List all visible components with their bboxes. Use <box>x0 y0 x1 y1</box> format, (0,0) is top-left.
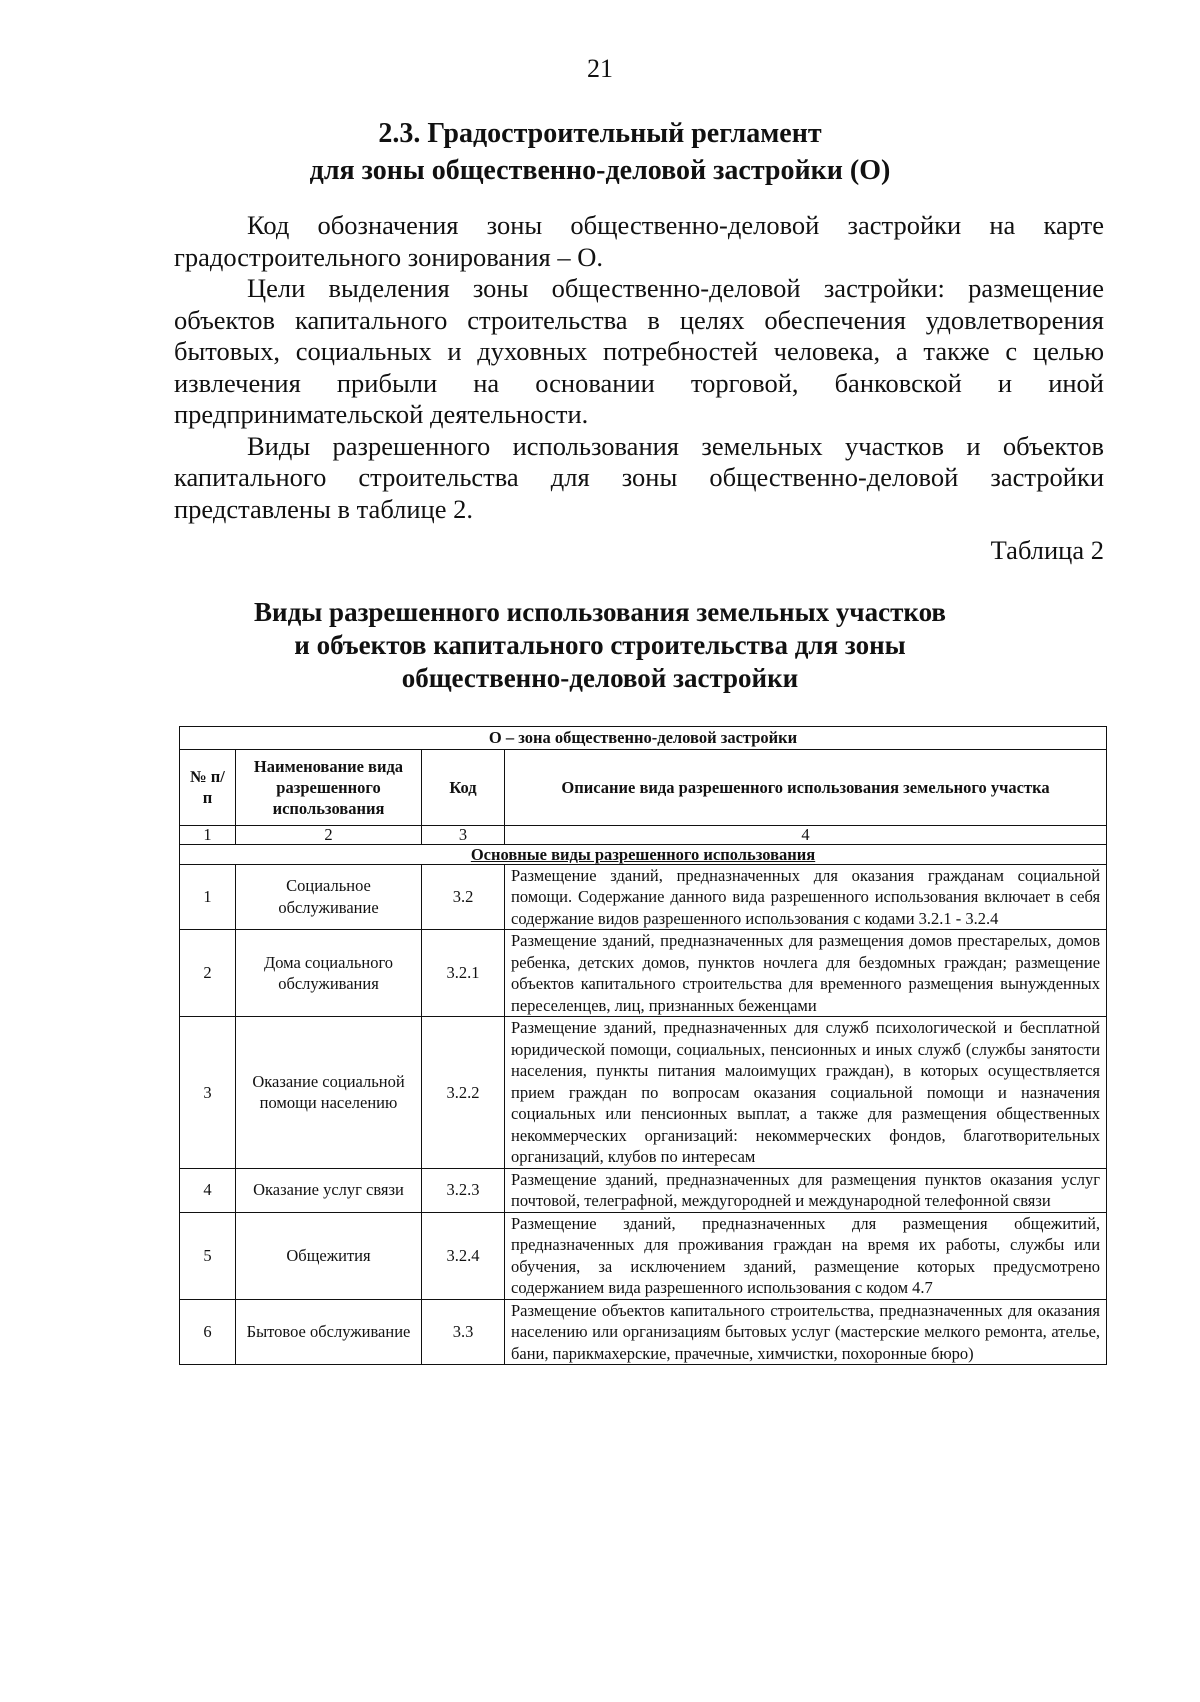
paragraph-zone-goals: Цели выделения зоны общественно-деловой застройки: размещение объектов капитального строительства в целях обеспечения удовлетворения бытовых, социальных и духовных потребностей человека, а также с целью извлечения прибыли на основании торговой, банковской и иной предпринимательской деятельности. <box>174 273 1104 429</box>
table-row <box>180 1168 1107 1212</box>
row-usage-name: Оказание услуг связи <box>236 1168 422 1212</box>
row-code: 3.2.2 <box>422 1017 505 1169</box>
row-num: 1 <box>180 864 236 930</box>
column-number: 4 <box>505 825 1107 844</box>
table-title-line-1: Виды разрешенного использования земельных участков <box>254 597 946 627</box>
row-code: 3.2.1 <box>422 930 505 1017</box>
table-title <box>0 596 1200 695</box>
table-title-line-3: общественно-деловой застройки <box>401 663 799 693</box>
header-code: Код <box>422 749 505 825</box>
body-text <box>174 210 1104 525</box>
section-heading-line-1: 2.3. Градостроительный регламент <box>378 118 822 149</box>
row-num: 6 <box>180 1299 236 1365</box>
header-num: № п/п <box>180 749 236 825</box>
section-heading-line-2: для зоны общественно-деловой застройки (О) <box>309 155 891 186</box>
row-code: 3.3 <box>422 1299 505 1365</box>
section-heading <box>0 115 1200 189</box>
row-usage-name: Бытовое обслуживание <box>236 1299 422 1365</box>
row-description: Размещение зданий, предназначенных для служб психологической и бесплатной юридической помощи, социальных, пенсионных и иных служб (службы занятости населения, пункты питания малоимущих граждан), в которых осуществляется прием граждан по вопросам оказания социальной помощи и назначения социальных или пенсионных выплат, а также для размещения общественных некоммерческих организаций: некоммерческих фондов, благотворительных организаций, клубов по интересам <box>505 1017 1107 1169</box>
paragraph-usage-types: Виды разрешенного использования земельных участков и объектов капитального строительства для зоны общественно-деловой застройки представлены в таблице 2. <box>174 430 1104 524</box>
page-number: 21 <box>587 54 613 83</box>
table-label: Таблица 2 <box>990 535 1104 565</box>
column-number: 1 <box>180 825 236 844</box>
zone-caption: О – зона общественно-деловой застройки <box>180 727 1107 750</box>
row-code: 3.2 <box>422 864 505 930</box>
row-code: 3.2.4 <box>422 1212 505 1299</box>
row-num: 3 <box>180 1017 236 1169</box>
row-description: Размещение зданий, предназначенных для размещения общежитий, предназначенных для проживания граждан на время их работы, службы или обучения, за исключением зданий, размещение которых предусмотрено содержанием вида разрешенного использования с кодом 4.7 <box>505 1212 1107 1299</box>
table-row <box>180 930 1107 1017</box>
row-num: 4 <box>180 1168 236 1212</box>
row-num: 2 <box>180 930 236 1017</box>
usage-types-table <box>179 726 1107 1365</box>
row-description: Размещение зданий, предназначенных для оказания гражданам социальной помощи. Содержание данного вида разрешенного использования включает в себя содержание видов разрешенного использования с кодами 3.2.1 - 3.2.4 <box>505 864 1107 930</box>
table-row <box>180 1299 1107 1365</box>
section-title: Основные виды разрешенного использования <box>180 844 1107 864</box>
header-name: Наименование вида разрешенного использования <box>236 749 422 825</box>
row-usage-name: Социальное обслуживание <box>236 864 422 930</box>
row-usage-name: Оказание социальной помощи населению <box>236 1017 422 1169</box>
table-row <box>180 1212 1107 1299</box>
row-description: Размещение объектов капитального строительства, предназначенных для оказания населению или организациям бытовых услуг (мастерские мелкого ремонта, ателье, бани, парикмахерские, прачечные, химчистки, похоронные бюро) <box>505 1299 1107 1365</box>
table-row <box>180 1017 1107 1169</box>
zone-caption-row <box>180 727 1107 750</box>
paragraph-zone-code: Код обозначения зоны общественно-деловой застройки на карте градостроительного зонирования – О. <box>174 210 1104 272</box>
row-usage-name: Дома социального обслуживания <box>236 930 422 1017</box>
row-num: 5 <box>180 1212 236 1299</box>
row-description: Размещение зданий, предназначенных для размещения домов престарелых, домов ребенка, детских домов, пунктов ночлега для бездомных граждан; размещение объектов капитального строительства для временного размещения вынужденных переселенцев, лиц, признанных беженцами <box>505 930 1107 1017</box>
column-number: 2 <box>236 825 422 844</box>
column-number-row <box>180 825 1107 844</box>
table-row <box>180 864 1107 930</box>
row-description: Размещение зданий, предназначенных для размещения пунктов оказания услуг почтовой, телеграфной, междугородней и международной телефонной связи <box>505 1168 1107 1212</box>
section-row <box>180 844 1107 864</box>
header-desc: Описание вида разрешенного использования земельного участка <box>505 749 1107 825</box>
header-row <box>180 749 1107 825</box>
table-title-line-2: и объектов капитального строительства для зоны <box>294 630 906 660</box>
row-code: 3.2.3 <box>422 1168 505 1212</box>
column-number: 3 <box>422 825 505 844</box>
row-usage-name: Общежития <box>236 1212 422 1299</box>
